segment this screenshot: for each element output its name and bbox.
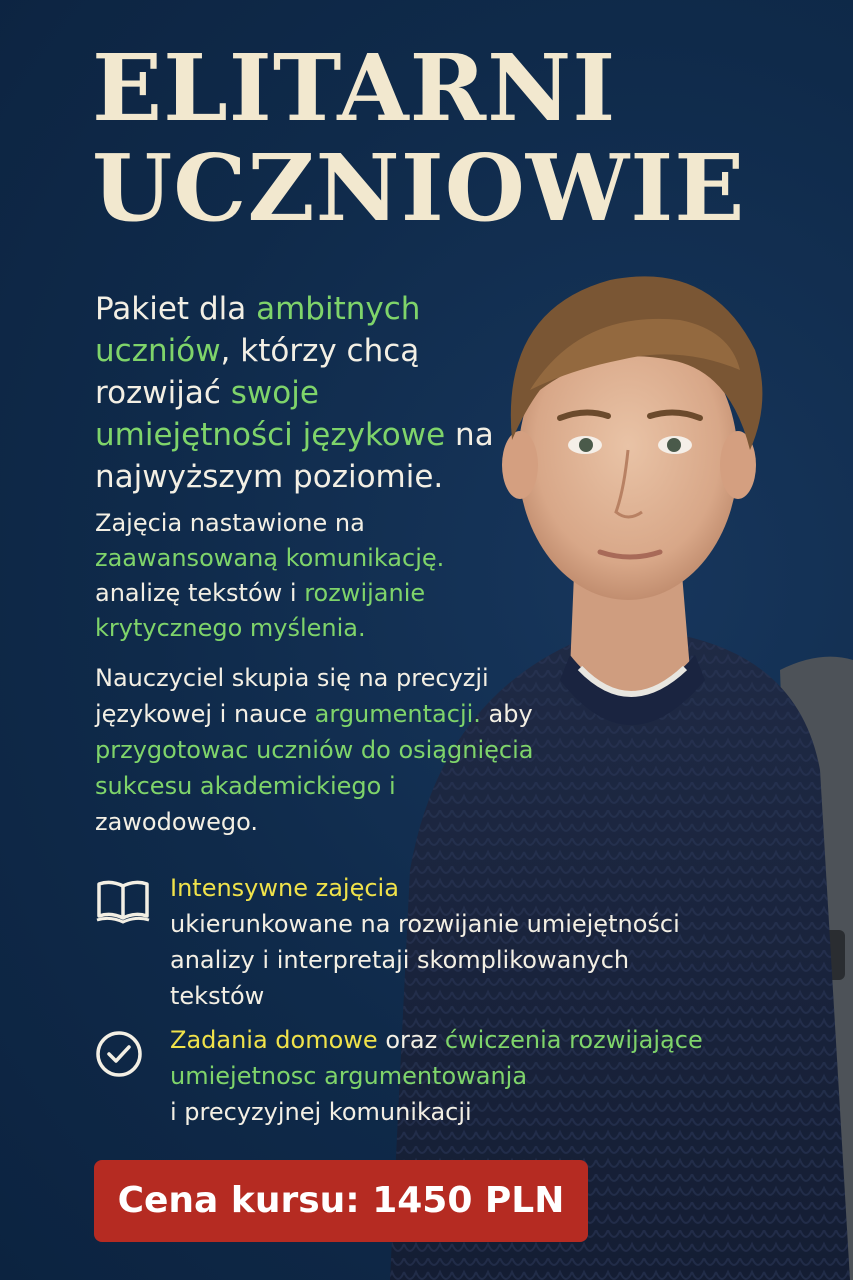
page-title bbox=[92, 34, 746, 242]
feature-2-text-2: i precyzyjnej komunikacji bbox=[170, 1098, 472, 1126]
price-button[interactable]: Cena kursu: 1450 PLN bbox=[94, 1160, 588, 1242]
feature-2-highlight-2: ćwiczenia rozwijające umiejetnosc argumentowanja bbox=[170, 1026, 703, 1090]
classes-highlight-1: zaawansowaną komunikację. bbox=[95, 544, 445, 572]
intro-text-1: Pakiet dla bbox=[95, 291, 257, 327]
intro-text-2: , którzy chcą rozwijać bbox=[95, 333, 420, 411]
feature-homework bbox=[95, 1022, 715, 1132]
teacher-text-4: zawodowego. bbox=[95, 808, 259, 836]
classes-text-1: Zajęcia nastawione na bbox=[95, 509, 365, 537]
feature-1-text bbox=[170, 870, 730, 1014]
intro-paragraph bbox=[95, 288, 525, 498]
open-book-icon bbox=[95, 876, 151, 926]
feature-2-highlight-1: Zadania domowe bbox=[170, 1026, 378, 1054]
title-line-2: UCZNIOWIE bbox=[92, 134, 746, 242]
teacher-highlight-1: argumentacji. bbox=[314, 700, 481, 728]
teacher-text-1: Nauczyciel skupia się na precyzji językowej i nauce bbox=[95, 664, 489, 728]
title-line-1: ELITARNI bbox=[92, 34, 617, 142]
intro-highlight-1: ambitnych uczniów bbox=[95, 291, 421, 369]
classes-text-2: analizę tekstów i bbox=[95, 579, 305, 607]
check-circle-icon bbox=[95, 1028, 151, 1078]
teacher-paragraph bbox=[95, 660, 535, 840]
intro-highlight-2: swoje umiejętności językowe bbox=[95, 375, 446, 453]
feature-intensive-classes bbox=[95, 870, 715, 1010]
feature-2-text bbox=[170, 1022, 730, 1130]
feature-1-highlight: Intensywne zajęcia bbox=[170, 874, 399, 902]
classes-paragraph bbox=[95, 506, 515, 646]
feature-2-text-1: oraz bbox=[377, 1026, 445, 1054]
teacher-text-3: i bbox=[381, 772, 396, 800]
teacher-text-2: aby bbox=[480, 700, 533, 728]
intro-text-3: na najwyższym poziomie. bbox=[95, 417, 494, 495]
teacher-highlight-2: przygotowac uczniów do osiągnięcia sukcesu akademickiego bbox=[95, 736, 534, 800]
classes-highlight-2: rozwijanie krytycznego myślenia. bbox=[95, 579, 426, 642]
feature-1-description: ukierunkowane na rozwijanie umiejętności analizy i interpretaji skomplikowanych tekstów bbox=[170, 910, 680, 1010]
